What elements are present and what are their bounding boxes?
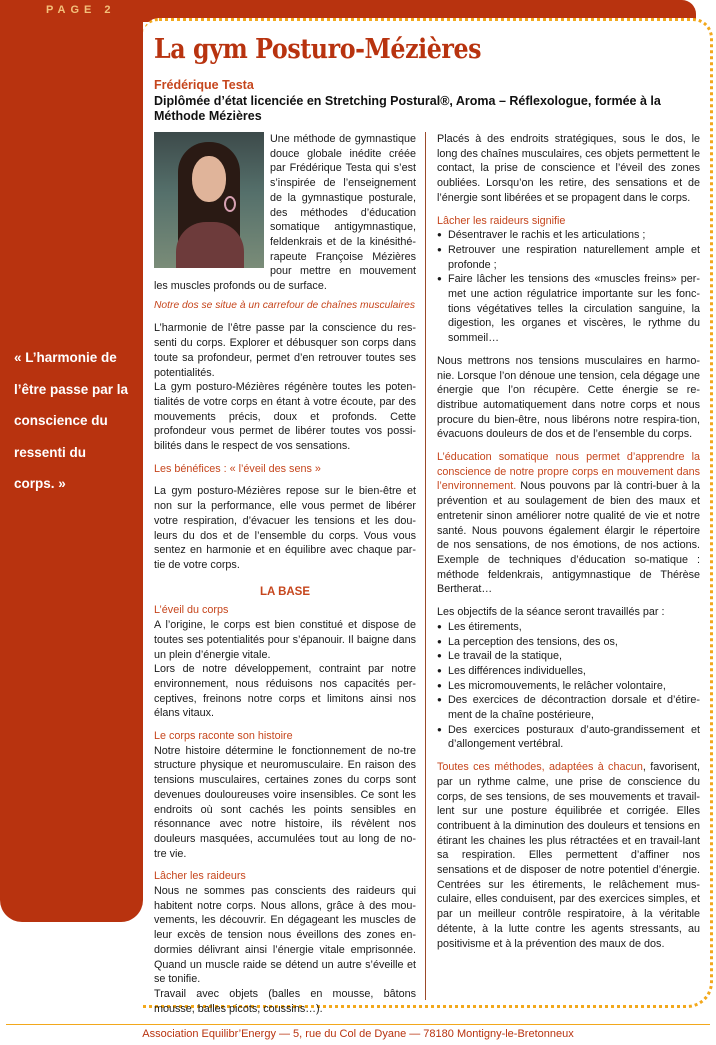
paragraph: Nous ne sommes pas conscients des raideurs qui habitent notre corps. Nous allons, grâce à des mou-vements, les découvrir. En dégageant les muscles de leur excès de tension nous éveillons des zones en-dormies délivrant ainsi l’énergie vitale emprisonnée. Quand un muscle raide se détend un autre s’éveille et se tonifie. xyxy=(154,885,416,986)
section-heading: L’éveil du corps xyxy=(154,604,229,617)
pull-quote-line: conscience du xyxy=(14,413,108,428)
paragraph: La gym posturo-Mézières régénère toutes les poten-tialités de votre corps en étant à votre écoute, par des mouvements précis, doux et profonds. Cette profondeur vous permet de libérer toutes vos possi-bilités dans le respect de vos sensations. xyxy=(154,381,416,453)
list-item: ● Faire lâcher les tensions des «muscles freins» per-met une action régulatrice importante sur les fonc-tions végétatives telles la circulation sanguine, la digestion, les organes et viscères, le rythme du sommeil… xyxy=(437,272,700,346)
column-divider xyxy=(425,132,426,1000)
paragraph-text: Nous pouvons par là contri-buer à la prévention et au soulagement de bien des maux et entretenir sinon améliorer notre qualité de vie et notre santé. Nous pouvons également élargir le répertoire de nos sensations, de nos émotions, de nos actions. Exemple de techniques d’éducation so-matique : méthode feldenkrais, antigymnastique de Thérèse Bertherat… xyxy=(437,480,700,596)
paragraph: Nous mettrons nos tensions musculaires en harmo-nie. Lorsque l’on dénoue une tension, cela dégage une énergie que l’on récupère. Cette énergie se re-distribue automatiquement dans notre corps et nous procure du bien-être, nous libérons notre respira-tion, évacuons douleurs de dos et de l’ensemble du corps. xyxy=(437,354,700,441)
objectifs-list xyxy=(437,620,700,752)
pull-quote-line: l’être passe par la xyxy=(14,381,129,397)
article-title: La gym Posturo-Mézières xyxy=(154,34,482,65)
paragraph: Notre histoire détermine le fonctionnement de no-tre structure physique et neuromusculaire. En raison des tensions musculaires, certaines zones du corps sont devenues douloureuses voire insensibles. Ce sont les endroits où sont cachés les points sensibles en résonnance avec notre histoire, ils révèlent nos douleurs masquées, accumulées tout au long de no-tre vie. xyxy=(154,744,416,860)
author-credentials: Diplômée d’état licenciée en Stretching Postural®, Aroma – Réflexologue, formée à la Méthode Mézières xyxy=(154,94,661,123)
section-heading: Le corps raconte son histoire xyxy=(154,730,293,743)
paragraph-text: , favorisent, par un rythme calme, une prise de conscience du corps, de ses tensions, de ses mouvements et travail-lent sur une posture équilibrée et corrigée. Elles contribuent à la diminution des douleurs et tensions en étirant les chaines les plus rétractées et en travail-lant sa respiration. Elles permettent d’affiner nos sensations et de disposer de notre potentiel d’énergie. Centrées sur les étirements, le relâchement mus-culaire, elles conduisent, par des exercices simples, et par un meilleur contrôle respiratoire, à la véritable détente, à la lutte contre les agents stressants, au positivisme et à la prévention des maux de dos. xyxy=(437,761,701,950)
highlight-text: L’éducation somatique nous permet d’apprendre la conscience de notre propre corps en mouvement dans l’environnement. xyxy=(437,451,700,493)
section-title: LA BASE xyxy=(259,585,311,598)
author-photo xyxy=(154,132,264,268)
paragraph: Les objectifs de la séance seront travaillés par : xyxy=(437,606,665,619)
author-name: Frédérique Testa xyxy=(154,78,254,92)
list-item: ● Des exercices de décontraction dorsale et d’étire-ment de la chaîne postérieure, xyxy=(437,693,700,722)
paragraph xyxy=(437,450,700,597)
list-item: ● Le travail de la statique, xyxy=(437,649,700,664)
list-item: ● Les étirements, xyxy=(437,620,700,635)
page-label: PAGE 2 xyxy=(46,4,116,16)
list-item: ● Retrouver une respiration naturellement ample et profonde ; xyxy=(437,243,700,272)
section-heading: Lâcher les raideurs xyxy=(154,870,246,883)
right-column xyxy=(437,132,700,951)
list-item: ● La perception des tensions, des os, xyxy=(437,635,700,650)
paragraph: La gym posturo-Mézières repose sur le bien-être et non sur la performance, elle vous permet de libérer votre respiration, d’évacuer les tensions et les dou-leurs du dos et de l’ensemble du corps. Vous vous sentez en harmonie et en équilibre avec chaque par-tie de votre corps. xyxy=(154,485,416,571)
list-item: ● Désentraver le rachis et les articulations ; xyxy=(437,228,700,243)
pull-quote-line: corps. » xyxy=(14,476,66,491)
list-item: ● Les différences individuelles, xyxy=(437,664,700,679)
left-column xyxy=(154,132,416,1016)
pull-quote-line: ressenti du xyxy=(14,444,87,460)
paragraph xyxy=(437,760,700,951)
pull-quote xyxy=(14,342,136,500)
footer-address: Association Equilibr’Energy — 5, rue du Col de Dyane — 78180 Montigny-le-Bretonneux xyxy=(142,1028,574,1040)
list-item: ● Des exercices posturaux d’auto-grandissement et d’allongement vertébral. xyxy=(437,723,700,752)
lacher-list xyxy=(437,228,700,346)
paragraph: L’harmonie de l’être passe par la conscience du res-senti du corps. Explorer et débusquer son corps dans toute sa profondeur, permet d’en retrouver toutes ses potentialités. xyxy=(154,322,416,379)
intro-paragraph: Une méthode de gymnastique douce globale inédite créée par Frédérique Testa qui s’est s’inspirée de l’enseignement de la gymnastique posturale, des méthodes d’éducation somatique antigymnastique, feldenkrais et de la kinésithé-rapeute Françoise Mézières pour mettre en mouvement les muscles profonds ou de surface. xyxy=(154,133,416,293)
section-heading: Notre dos se situe à un carrefour de chaînes musculaires xyxy=(154,299,415,311)
paragraph: Placés à des endroits stratégiques, sous le dos, le long des chaînes musculaires, ces objets permettent le contact, la prise de conscience et l’éveil des zones oubliées. Lorsqu’on les retire, des sensations et de l’énergie sont libérées et se propagent dans le corps. xyxy=(437,133,700,204)
pull-quote-line: « L’harmonie de xyxy=(14,350,117,365)
paragraph: Travail avec objets (balles en mousse, bâtons mousse, balles picots, coussins…). xyxy=(154,987,416,1015)
footer-divider xyxy=(6,1024,710,1025)
list-item: ● Les micromouvements, le relâcher volontaire, xyxy=(437,679,700,694)
paragraph: Lors de notre développement, contraint par notre environnement, nous réduisons nos capacités per-ceptives, freinons notre corps et limitons ainsi nos élans vitaux. xyxy=(154,663,416,720)
section-heading: Les bénéfices : « l’éveil des sens » xyxy=(154,462,321,475)
paragraph: A l’origine, le corps est bien constitué et dispose de toutes ses potentialités pour s’épanouir. Il baigne dans un plein d’énergie vitale. xyxy=(154,619,416,661)
section-heading: Lâcher les raideurs signifie xyxy=(437,214,566,227)
highlight-text: Toutes ces méthodes, adaptées à chacun xyxy=(437,761,643,774)
